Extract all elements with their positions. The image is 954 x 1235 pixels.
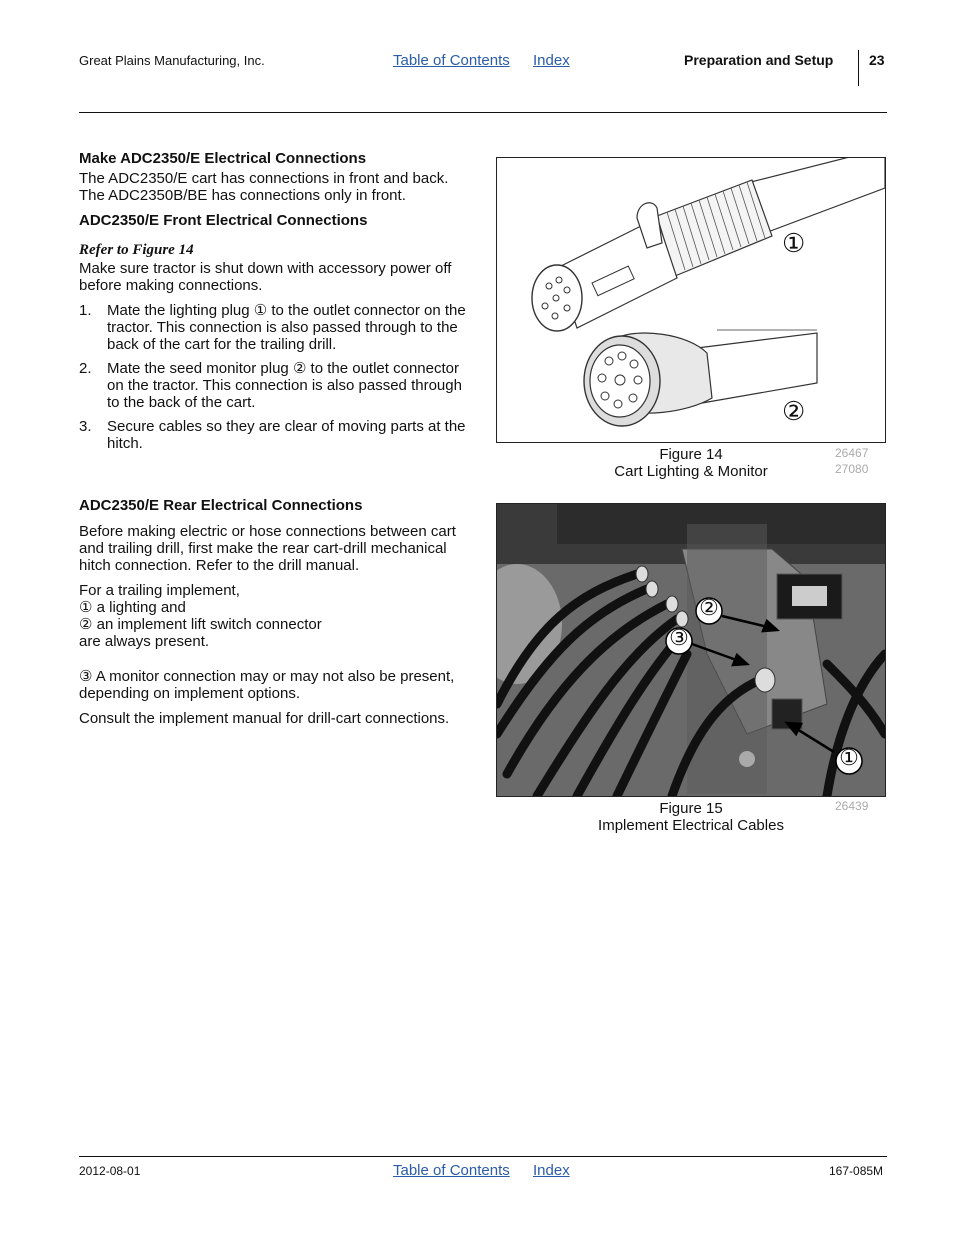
callout-1: ①: [839, 745, 859, 770]
figure-14-id-1: 26467: [835, 446, 869, 460]
step-list: [79, 302, 471, 452]
rear-heading: ADC2350/E Rear Electrical Connections: [79, 497, 363, 514]
figure-14-caption: [541, 446, 841, 480]
footer-rule: [79, 1156, 887, 1157]
front-section: [79, 150, 471, 452]
footer-date: 2012-08-01: [79, 1164, 141, 1178]
figure-14-id-2: 27080: [835, 462, 869, 476]
header-rule: [79, 112, 887, 113]
figure-15-title: Implement Electrical Cables: [598, 817, 784, 834]
figure-15-id: 26439: [835, 799, 869, 813]
consult-note: Consult the implement manual for drill-cart connections.: [79, 710, 450, 727]
figure-15-image: [496, 503, 886, 797]
company-name: Great Plains Manufacturing, Inc.: [79, 53, 265, 68]
figure-15-caption: [541, 800, 841, 834]
monitor-note: ③ A monitor connection may or may not also be present, depending on implement options.: [79, 668, 455, 702]
figure-14-number: Figure 14: [659, 446, 723, 463]
cables-photo: [497, 504, 885, 796]
list-item: 2. Mate the seed monitor plug ② to the outlet connector on the tractor. This connection is also passed through to the back of the cart.: [79, 360, 462, 411]
list-item: 1. Mate the lighting plug ① to the outlet connector on the tractor. This connection is also passed through to the back of the cart for the trailing drill.: [79, 302, 466, 353]
connector-illustration: [497, 158, 885, 442]
callout-1: ①: [782, 228, 806, 258]
section-title: Preparation and Setup: [684, 52, 834, 68]
document-code: 167-085M: [829, 1164, 884, 1178]
callout-3: ③: [669, 625, 689, 650]
always-present: are always present.: [79, 633, 210, 650]
figure-14-image: [496, 157, 886, 443]
header-divider: [858, 50, 859, 86]
front-subheading: ADC2350/E Front Electrical Connections: [79, 212, 368, 229]
rear-paragraph: Before making electric or hose connections between cart and trailing drill, first make the rear cart-drill mechanical hitch connection. Refer to the drill manual.: [79, 523, 456, 574]
footer-index-link[interactable]: Index: [533, 1162, 570, 1179]
intro-line-2: The ADC2350B/BE has connections only in front.: [79, 187, 406, 204]
callout-2: ②: [782, 396, 806, 426]
trailing-item-1: ① a lighting and: [79, 599, 186, 616]
figure-14-title: Cart Lighting & Monitor: [614, 463, 768, 480]
header-toc-link[interactable]: Table of Contents: [393, 52, 510, 69]
figure-15-number: Figure 15: [659, 800, 723, 817]
shutdown-note: Make sure tractor is shut down with accessory power off before making connections.: [79, 260, 452, 294]
list-item: 3. Secure cables so they are clear of moving parts at the hitch.: [79, 418, 466, 452]
header-index-link[interactable]: Index: [533, 52, 570, 69]
intro-line-1: The ADC2350/E cart has connections in front and back.: [79, 170, 449, 187]
rear-section: [79, 497, 471, 727]
callout-2: ②: [699, 595, 719, 620]
figure-14-ids: [835, 445, 868, 477]
footer-toc-link[interactable]: Table of Contents: [393, 1162, 510, 1179]
figure-reference: Refer to Figure 14: [79, 242, 194, 258]
page-number: 23: [869, 52, 885, 68]
trailing-item-2: ② an implement lift switch connector: [79, 616, 322, 633]
front-heading: Make ADC2350/E Electrical Connections: [79, 150, 367, 167]
trailing-intro: For a trailing implement,: [79, 582, 240, 599]
